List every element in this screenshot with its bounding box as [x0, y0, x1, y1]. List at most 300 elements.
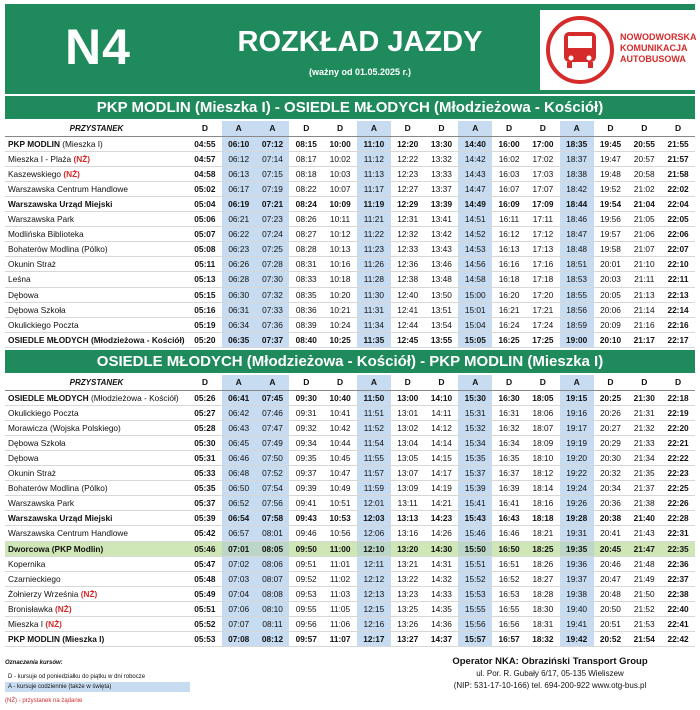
departure-time: 21:50: [627, 586, 661, 601]
departure-time: 04:57: [188, 151, 222, 166]
stop-name: [5, 405, 188, 420]
stop-name-detail: Bohaterów Modlina (Pólko): [8, 483, 108, 494]
departure-time: 16:52: [492, 571, 526, 586]
departure-time: 05:26: [188, 390, 222, 405]
departure-time: 14:11: [425, 405, 459, 420]
departure-time: 21:05: [627, 212, 661, 227]
departure-time: 11:12: [357, 151, 391, 166]
departure-time: 08:10: [256, 601, 290, 616]
stop-name: [5, 257, 188, 272]
request-stop-badge: (NŻ): [63, 168, 80, 179]
day-type-header: D: [594, 121, 628, 136]
departure-time: 21:30: [627, 390, 661, 405]
departure-time: 13:54: [425, 317, 459, 332]
stop-name-detail: Warszawska Park: [8, 498, 75, 509]
route-title-2: OSIEDLE MŁODYCH (Młodzieżowa - Kościół) - PKP MODLIN (Mieszka I): [5, 350, 695, 373]
departure-time: 18:12: [526, 466, 560, 481]
departure-time: 08:07: [256, 571, 290, 586]
departure-time: 11:13: [357, 166, 391, 181]
departure-time: 13:11: [391, 496, 425, 511]
departure-time: 20:47: [594, 571, 628, 586]
request-stop-badge: (NŻ): [73, 153, 91, 164]
departure-time: 12:10: [357, 541, 391, 556]
departure-time: 15:30: [458, 390, 492, 405]
day-type-header: A: [458, 375, 492, 390]
stop-name: [5, 541, 188, 556]
departure-time: 05:37: [188, 496, 222, 511]
departure-time: 15:05: [458, 332, 492, 347]
departure-time: 05:11: [188, 257, 222, 272]
departure-time: 08:40: [289, 332, 323, 347]
departure-time: 15:39: [458, 481, 492, 496]
stop-name-detail: Okunin Straż: [8, 468, 56, 479]
departure-time: 22:18: [661, 390, 695, 405]
departure-time: 19:28: [560, 511, 594, 526]
stop-name: [5, 496, 188, 511]
departure-time: 07:25: [256, 242, 290, 257]
day-type-header: A: [357, 375, 391, 390]
departure-time: 06:21: [222, 212, 256, 227]
departure-time: 18:53: [560, 272, 594, 287]
departure-time: 15:52: [458, 571, 492, 586]
stop-name: [5, 181, 188, 196]
departure-time: 22:14: [661, 302, 695, 317]
stop-name: [5, 212, 188, 227]
departure-time: 12:23: [391, 166, 425, 181]
departure-time: 05:30: [188, 435, 222, 450]
departure-time: 15:37: [458, 466, 492, 481]
stop-name: [5, 450, 188, 465]
departure-time: 22:05: [661, 212, 695, 227]
departure-time: 09:30: [289, 390, 323, 405]
stop-name: [5, 332, 188, 347]
timetable-direction-2: [5, 375, 695, 647]
departure-time: 13:04: [391, 435, 425, 450]
day-type-header: D: [323, 121, 357, 136]
departure-time: 14:42: [458, 151, 492, 166]
operator-info: [410, 656, 690, 692]
departure-time: 12:11: [357, 556, 391, 571]
departure-time: 10:13: [323, 242, 357, 257]
departure-time: 13:37: [425, 181, 459, 196]
departure-time: 11:34: [357, 317, 391, 332]
departure-time: 14:26: [425, 526, 459, 541]
departure-time: 09:57: [289, 632, 323, 647]
departure-time: 14:52: [458, 227, 492, 242]
departure-time: 13:20: [391, 541, 425, 556]
departure-time: 07:06: [222, 601, 256, 616]
stop-name: [5, 435, 188, 450]
departure-time: 14:35: [425, 601, 459, 616]
departure-time: 15:53: [458, 586, 492, 601]
departure-time: 22:38: [661, 586, 695, 601]
departure-time: 15:35: [458, 450, 492, 465]
departure-time: 18:46: [560, 212, 594, 227]
departure-time: 20:27: [594, 420, 628, 435]
departure-time: 18:42: [560, 181, 594, 196]
departure-time: 10:20: [323, 287, 357, 302]
departure-time: 06:41: [222, 390, 256, 405]
departure-time: 08:35: [289, 287, 323, 302]
departure-time: 15:04: [458, 317, 492, 332]
departure-time: 13:21: [391, 556, 425, 571]
departure-time: 11:55: [357, 450, 391, 465]
table-row: [5, 390, 695, 405]
departure-time: 09:41: [289, 496, 323, 511]
departure-time: 15:43: [458, 511, 492, 526]
departure-time: 22:35: [661, 541, 695, 556]
departure-time: 17:13: [526, 242, 560, 257]
departure-time: 13:50: [425, 287, 459, 302]
departure-time: 12:16: [357, 617, 391, 632]
departure-time: 19:35: [560, 541, 594, 556]
departure-time: 06:50: [222, 481, 256, 496]
departure-time: 13:30: [425, 136, 459, 151]
operator-logo: [540, 10, 698, 90]
departure-time: 15:56: [458, 617, 492, 632]
logo-line: NOWODWORSKA: [620, 32, 697, 42]
departure-time: 05:15: [188, 287, 222, 302]
departure-time: 19:48: [594, 166, 628, 181]
departure-time: 14:56: [458, 257, 492, 272]
departure-time: 19:41: [560, 617, 594, 632]
departure-time: 11:06: [323, 617, 357, 632]
departure-time: 10:51: [323, 496, 357, 511]
line-number: N4: [65, 19, 131, 75]
departure-time: 17:16: [526, 257, 560, 272]
departure-time: 11:02: [323, 571, 357, 586]
departure-time: 18:06: [526, 405, 560, 420]
request-stop-badge: (NŻ): [55, 603, 72, 614]
departure-time: 12:32: [391, 227, 425, 242]
day-type-header: A: [560, 121, 594, 136]
departure-time: 16:55: [492, 601, 526, 616]
departure-time: 22:17: [661, 332, 695, 347]
departure-time: 16:13: [492, 242, 526, 257]
departure-time: 05:39: [188, 511, 222, 526]
departure-time: 22:42: [661, 632, 695, 647]
departure-time: 06:54: [222, 511, 256, 526]
departure-time: 08:06: [256, 556, 290, 571]
departure-time: 17:03: [526, 166, 560, 181]
departure-time: 04:58: [188, 166, 222, 181]
departure-time: 21:33: [627, 435, 661, 450]
departure-time: 15:01: [458, 302, 492, 317]
departure-time: 22:13: [661, 287, 695, 302]
departure-time: 21:16: [627, 317, 661, 332]
departure-time: 16:25: [492, 332, 526, 347]
departure-time: 05:08: [188, 242, 222, 257]
departure-time: 08:31: [289, 257, 323, 272]
departure-time: 05:46: [188, 541, 222, 556]
departure-time: 20:29: [594, 435, 628, 450]
stop-name: [5, 196, 188, 211]
departure-time: 10:09: [323, 196, 357, 211]
departure-time: 10:02: [323, 151, 357, 166]
request-stop-badge: (NŻ): [80, 588, 98, 599]
departure-time: 09:51: [289, 556, 323, 571]
departure-time: 17:02: [526, 151, 560, 166]
departure-time: 05:04: [188, 196, 222, 211]
departure-time: 18:10: [526, 450, 560, 465]
operator-address: ul. Por. R. Gubały 6/17, 05-135 Wieliszew: [476, 669, 624, 678]
departure-time: 07:01: [222, 541, 256, 556]
departure-time: 06:52: [222, 496, 256, 511]
validity-note: (ważny od 01.05.2025 r.): [308, 67, 412, 77]
departure-time: 14:47: [458, 181, 492, 196]
table-row: [5, 496, 695, 511]
day-type-header: A: [222, 375, 256, 390]
departure-time: 21:10: [627, 257, 661, 272]
departure-time: 06:45: [222, 435, 256, 450]
departure-time: 19:22: [560, 466, 594, 481]
departure-time: 13:25: [391, 601, 425, 616]
departure-time: 13:09: [391, 481, 425, 496]
departure-time: 14:15: [425, 450, 459, 465]
departure-time: 05:13: [188, 272, 222, 287]
departure-time: 12:01: [357, 496, 391, 511]
departure-time: 12:20: [391, 136, 425, 151]
departure-time: 18:37: [560, 151, 594, 166]
departure-time: 18:47: [560, 227, 594, 242]
header-row: [5, 375, 695, 390]
departure-time: 18:28: [526, 586, 560, 601]
departure-time: 08:33: [289, 272, 323, 287]
departure-time: 12:17: [357, 632, 391, 647]
departure-time: 17:20: [526, 287, 560, 302]
day-type-header: D: [627, 375, 661, 390]
departure-time: 18:26: [526, 556, 560, 571]
departure-time: 11:59: [357, 481, 391, 496]
table-row: [5, 571, 695, 586]
day-type-header: D: [526, 121, 560, 136]
stop-name: [5, 571, 188, 586]
departure-time: 12:41: [391, 302, 425, 317]
departure-time: 16:43: [492, 511, 526, 526]
day-type-header: D: [391, 121, 425, 136]
stop-name-detail: Warszawska Centrum Handlowe: [8, 183, 129, 194]
departure-time: 18:27: [526, 571, 560, 586]
stop-name-detail: Mieszka I: [8, 619, 44, 630]
departure-time: 16:30: [492, 390, 526, 405]
departure-time: 19:36: [560, 556, 594, 571]
stop-name-detail: Morawicza (Wojska Polskiego): [8, 422, 121, 433]
departure-time: 19:54: [594, 196, 628, 211]
departure-time: 20:45: [594, 541, 628, 556]
page-title: ROZKŁAD JAZDY: [237, 26, 483, 58]
departure-time: 11:17: [357, 181, 391, 196]
stop-name: [5, 466, 188, 481]
departure-time: 21:34: [627, 450, 661, 465]
departure-time: 12:33: [391, 242, 425, 257]
departure-time: 13:22: [391, 571, 425, 586]
departure-time: 13:05: [391, 450, 425, 465]
operator-name: Operator NKA: Obraziński Transport Group: [452, 656, 648, 667]
departure-time: 22:20: [661, 420, 695, 435]
departure-time: 21:52: [627, 601, 661, 616]
departure-time: 19:57: [594, 227, 628, 242]
stop-name: [5, 586, 188, 601]
departure-time: 08:11: [256, 617, 290, 632]
departure-time: 05:02: [188, 181, 222, 196]
departure-time: 17:21: [526, 302, 560, 317]
departure-time: 22:16: [661, 317, 695, 332]
departure-time: 20:03: [594, 272, 628, 287]
stop-name: [5, 632, 188, 647]
departure-time: 06:31: [222, 302, 256, 317]
departure-time: 21:55: [661, 136, 695, 151]
day-type-header: D: [188, 375, 222, 390]
departure-time: 09:55: [289, 601, 323, 616]
departure-time: 12:29: [391, 196, 425, 211]
departure-time: 21:43: [627, 526, 661, 541]
stop-name-detail: (Mieszka I): [59, 138, 103, 149]
departure-time: 22:36: [661, 556, 695, 571]
day-type-header: A: [256, 375, 290, 390]
departure-time: 14:21: [425, 496, 459, 511]
departure-time: 17:00: [526, 136, 560, 151]
stop-name-main: OSIEDLE MŁODYCH: [8, 334, 89, 345]
departure-time: 12:45: [391, 332, 425, 347]
departure-time: 20:52: [594, 632, 628, 647]
departure-time: 17:24: [526, 317, 560, 332]
stop-name-detail: Bohaterów Modlina (Pólko): [8, 244, 108, 255]
departure-time: 05:06: [188, 212, 222, 227]
table-row: [5, 466, 695, 481]
departure-time: 18:09: [526, 435, 560, 450]
departure-time: 13:01: [391, 405, 425, 420]
departure-time: 10:07: [323, 181, 357, 196]
stop-name: [5, 526, 188, 541]
departure-time: 08:28: [289, 242, 323, 257]
departure-time: 13:55: [425, 332, 459, 347]
departure-time: 13:23: [391, 586, 425, 601]
departure-time: 12:13: [357, 586, 391, 601]
departure-time: 22:37: [661, 571, 695, 586]
stop-name-detail: Żołnierzy Września: [8, 588, 79, 599]
departure-time: 21:11: [627, 272, 661, 287]
departure-time: 15:41: [458, 496, 492, 511]
departure-time: 13:27: [391, 632, 425, 647]
departure-time: 19:15: [560, 390, 594, 405]
departure-time: 08:12: [256, 632, 290, 647]
departure-time: 19:20: [560, 450, 594, 465]
departure-time: 11:31: [357, 302, 391, 317]
departure-time: 13:13: [391, 511, 425, 526]
departure-time: 16:18: [492, 272, 526, 287]
departure-time: 20:50: [594, 601, 628, 616]
table-row: [5, 181, 695, 196]
departure-time: 08:08: [256, 586, 290, 601]
departure-time: 07:15: [256, 166, 290, 181]
departure-time: 19:24: [560, 481, 594, 496]
departure-time: 06:34: [222, 317, 256, 332]
departure-time: 22:04: [661, 196, 695, 211]
departure-time: 11:00: [323, 541, 357, 556]
departure-time: 10:24: [323, 317, 357, 332]
departure-time: 08:22: [289, 181, 323, 196]
table-row: [5, 541, 695, 556]
departure-time: 22:22: [661, 450, 695, 465]
departure-time: 22:11: [661, 272, 695, 287]
departure-time: 17:07: [526, 181, 560, 196]
departure-time: 16:32: [492, 420, 526, 435]
departure-time: 13:39: [425, 196, 459, 211]
header-banner: [5, 4, 695, 94]
departure-time: 18:32: [526, 632, 560, 647]
departure-time: 08:15: [289, 136, 323, 151]
departure-time: 18:07: [526, 420, 560, 435]
departure-time: 12:38: [391, 272, 425, 287]
departure-time: 14:37: [425, 632, 459, 647]
departure-time: 12:06: [357, 526, 391, 541]
departure-time: 11:07: [323, 632, 357, 647]
stop-name: [5, 166, 188, 181]
departure-time: 05:48: [188, 571, 222, 586]
legend-a: A - kursuje codziennie (także w święta): [5, 682, 190, 692]
departure-time: 07:45: [256, 390, 290, 405]
table-row: [5, 227, 695, 242]
departure-time: 18:51: [560, 257, 594, 272]
stop-name-detail: Kopernika: [8, 558, 46, 569]
departure-time: 11:05: [323, 601, 357, 616]
departure-time: 10:47: [323, 466, 357, 481]
departure-time: 07:21: [256, 196, 290, 211]
departure-time: 22:21: [661, 435, 695, 450]
departure-time: 11:01: [323, 556, 357, 571]
departure-time: 17:25: [526, 332, 560, 347]
departure-time: 11:03: [323, 586, 357, 601]
departure-time: 06:10: [222, 136, 256, 151]
departure-time: 13:41: [425, 212, 459, 227]
departure-time: 21:58: [661, 166, 695, 181]
departure-time: 07:28: [256, 257, 290, 272]
departure-time: 13:33: [425, 166, 459, 181]
departure-time: 14:23: [425, 511, 459, 526]
stop-name: [5, 617, 188, 632]
departure-time: 05:16: [188, 302, 222, 317]
departure-time: 18:59: [560, 317, 594, 332]
stop-name-detail: Leśna: [8, 274, 31, 285]
departure-time: 05:53: [188, 632, 222, 647]
departure-time: 13:46: [425, 257, 459, 272]
table-row: [5, 287, 695, 302]
departure-time: 11:50: [357, 390, 391, 405]
departure-time: 08:27: [289, 227, 323, 242]
stop-name-detail: Bronisławka: [8, 603, 53, 614]
departure-time: 22:40: [661, 601, 695, 616]
stop-name-main: Dworcowa (PKP Modlin): [8, 543, 104, 554]
departure-time: 16:39: [492, 481, 526, 496]
departure-time: 21:04: [627, 196, 661, 211]
table-row: [5, 556, 695, 571]
stop-name: [5, 420, 188, 435]
table-row: [5, 151, 695, 166]
departure-time: 19:52: [594, 181, 628, 196]
departure-time: 05:35: [188, 481, 222, 496]
table-row: [5, 166, 695, 181]
departure-time: 07:07: [222, 617, 256, 632]
departure-time: 12:03: [357, 511, 391, 526]
stop-name-main: Warszawska Urząd Miejski: [8, 199, 113, 210]
departure-time: 13:42: [425, 227, 459, 242]
departure-time: 11:30: [357, 287, 391, 302]
departure-time: 05:49: [188, 586, 222, 601]
departure-time: 21:07: [627, 242, 661, 257]
departure-time: 19:26: [560, 496, 594, 511]
stop-column-header: PRZYSTANEK: [5, 121, 188, 136]
departure-time: 12:36: [391, 257, 425, 272]
